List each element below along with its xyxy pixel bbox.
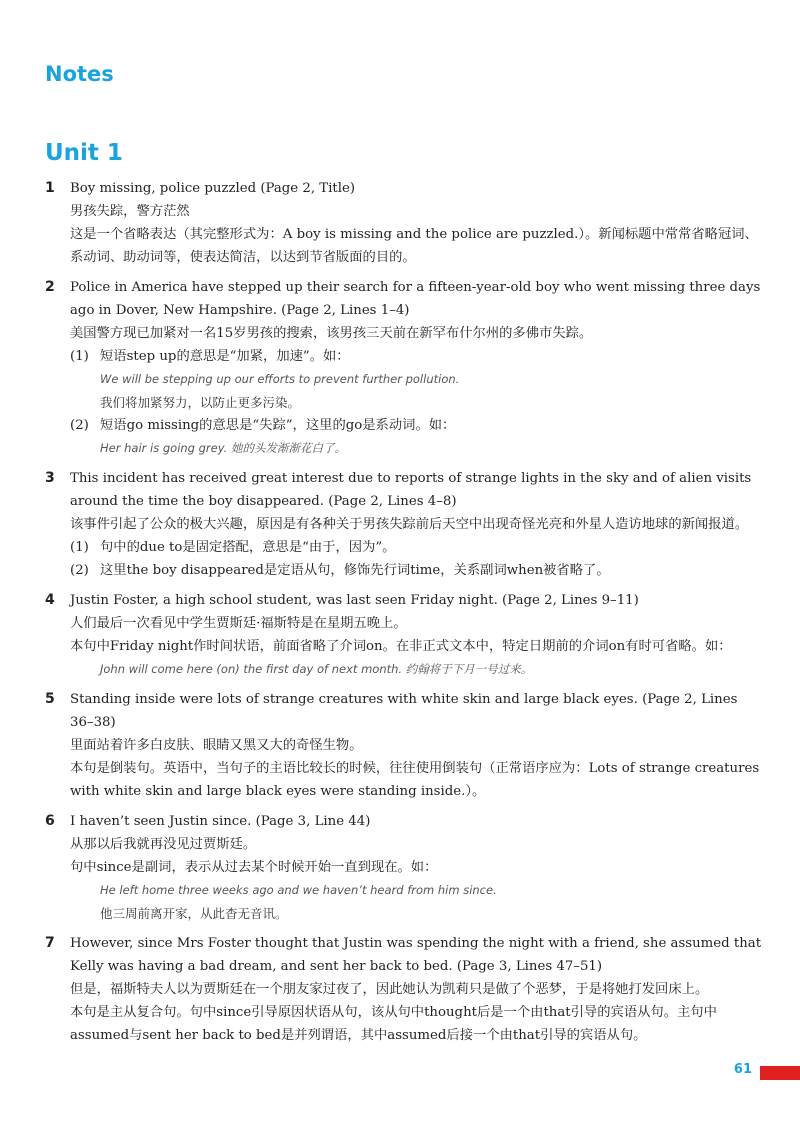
subpoint-text: 这里the boy disappeared是定语从句，修饰先行词time，关系副词when被省略了。	[100, 563, 610, 578]
note-explanation: 本句是倒装句。英语中，当句子的主语比较长的时候，往往使用倒装句（正常语序应为：Lots of strange creatures with white skin and large black eyes were standing inside.）。	[70, 761, 760, 799]
example-sentence: Her hair is going grey. 她的头发渐渐花白了。	[100, 441, 346, 455]
note-translation: 美国警方现已加紧对一名15岁男孩的搜索，该男孩三天前在新罕布什尔州的多佛市失踪。	[70, 326, 593, 341]
note-source-sentence: I haven’t seen Justin since. (Page 3, Line 44)	[70, 814, 371, 829]
subpoint-label: (2)	[70, 418, 89, 433]
note-source-sentence: This incident has received great interest due to reports of strange lights in the sky and of alien visits around the time the boy disappeared. (Page 2, Lines 4–8)	[70, 471, 752, 509]
note-source-sentence: Justin Foster, a high school student, was last seen Friday night. (Page 2, Lines 9–11)	[70, 593, 639, 608]
note-number: 4	[45, 592, 55, 608]
note-explanation: 句中since是副词，表示从过去某个时候开始一直到现在。如：	[70, 860, 438, 875]
notes-list	[45, 177, 765, 1054]
subpoint-label: (1)	[70, 540, 89, 555]
section-title: Notes	[45, 62, 114, 86]
note-translation: 人们最后一次看见中学生贾斯廷·福斯特是在星期五晚上。	[70, 616, 407, 631]
note-explanation: 本句是主从复合句。句中since引导原因状语从句，该从句中thought后是一个由that引导的宾语从句。主句中assumed与sent her back to bed是并列谓语，其中assumed后接一个由that引导的宾语从句。	[70, 1005, 717, 1043]
note-item-6	[45, 810, 765, 925]
page-number: 61	[733, 1062, 752, 1077]
example-sentence: We will be stepping up our efforts to prevent further pollution.	[100, 372, 460, 386]
unit-title: Unit 1	[45, 140, 123, 166]
note-subpoint	[70, 414, 765, 437]
example-sentence: John will come here (on) the first day of next month. 约翰将于下月一号过来。	[100, 662, 533, 676]
note-source-sentence: Standing inside were lots of strange creatures with white skin and large black eyes. (Page 2, Lines 36–38)	[70, 692, 738, 730]
subpoint-text: 句中的due to是固定搭配，意思是“由于，因为”。	[100, 540, 396, 555]
note-item-5	[45, 688, 765, 803]
note-translation: 从那以后我就再没见过贾斯廷。	[70, 837, 257, 852]
subpoint-label: (1)	[70, 349, 89, 364]
note-item-2	[45, 276, 765, 460]
note-translation: 里面站着许多白皮肤、眼睛又黑又大的奇怪生物。	[70, 738, 363, 753]
note-source-sentence: However, since Mrs Foster thought that Justin was spending the night with a friend, she assumed that Kelly was having a bad dream, and sent her back to bed. (Page 3, Lines 47–51)	[70, 936, 762, 974]
note-subpoint	[70, 345, 765, 368]
subpoint-text: 短语step up的意思是“加紧，加速”。如：	[100, 349, 350, 364]
note-source-sentence: Police in America have stepped up their search for a fifteen-year-old boy who went missing three days ago in Dover, New Hampshire. (Page 2, Lines 1–4)	[70, 280, 761, 318]
note-explanation: 本句中Friday night作时间状语，前面省略了介词on。在非正式文本中，特定日期前的介词on有时可省略。如：	[70, 639, 732, 654]
note-translation: 该事件引起了公众的极大兴趣，原因是有各种关于男孩失踪前后天空中出现奇怪光亮和外星人造访地球的新闻报道。	[70, 517, 749, 532]
note-explanation: 这是一个省略表达（其完整形式为：A boy is missing and the police are puzzled.）。新闻标题中常常省略冠词、系动词、助动词等，使表达简洁，以达到节省版面的目的。	[70, 227, 758, 265]
note-source-sentence: Boy missing, police puzzled (Page 2, Title)	[70, 181, 356, 196]
note-item-4	[45, 589, 765, 681]
note-item-3	[45, 467, 765, 582]
note-item-1	[45, 177, 765, 269]
note-number: 2	[45, 279, 55, 295]
example-sentence: He left home three weeks ago and we haven’t heard from him since.	[100, 883, 497, 897]
note-subpoint	[70, 536, 765, 559]
note-number: 3	[45, 470, 55, 486]
example-translation: 我们将加紧努力，以防止更多污染。	[100, 395, 301, 410]
subpoint-text: 短语go missing的意思是“失踪”，这里的go是系动词。如：	[100, 418, 456, 433]
note-translation: 但是，福斯特夫人以为贾斯廷在一个朋友家过夜了，因此她认为凯莉只是做了个恶梦，于是将她打发回床上。	[70, 982, 709, 997]
note-translation: 男孩失踪，警方茫然	[70, 204, 190, 219]
note-number: 6	[45, 813, 55, 829]
note-item-7	[45, 932, 765, 1047]
note-subpoint	[70, 559, 765, 582]
example-translation: 他三周前离开家，从此杳无音讯。	[100, 906, 288, 921]
page-marker-bar	[760, 1066, 800, 1080]
note-number: 1	[45, 180, 55, 196]
subpoint-label: (2)	[70, 563, 89, 578]
note-number: 7	[45, 935, 55, 951]
note-number: 5	[45, 691, 55, 707]
